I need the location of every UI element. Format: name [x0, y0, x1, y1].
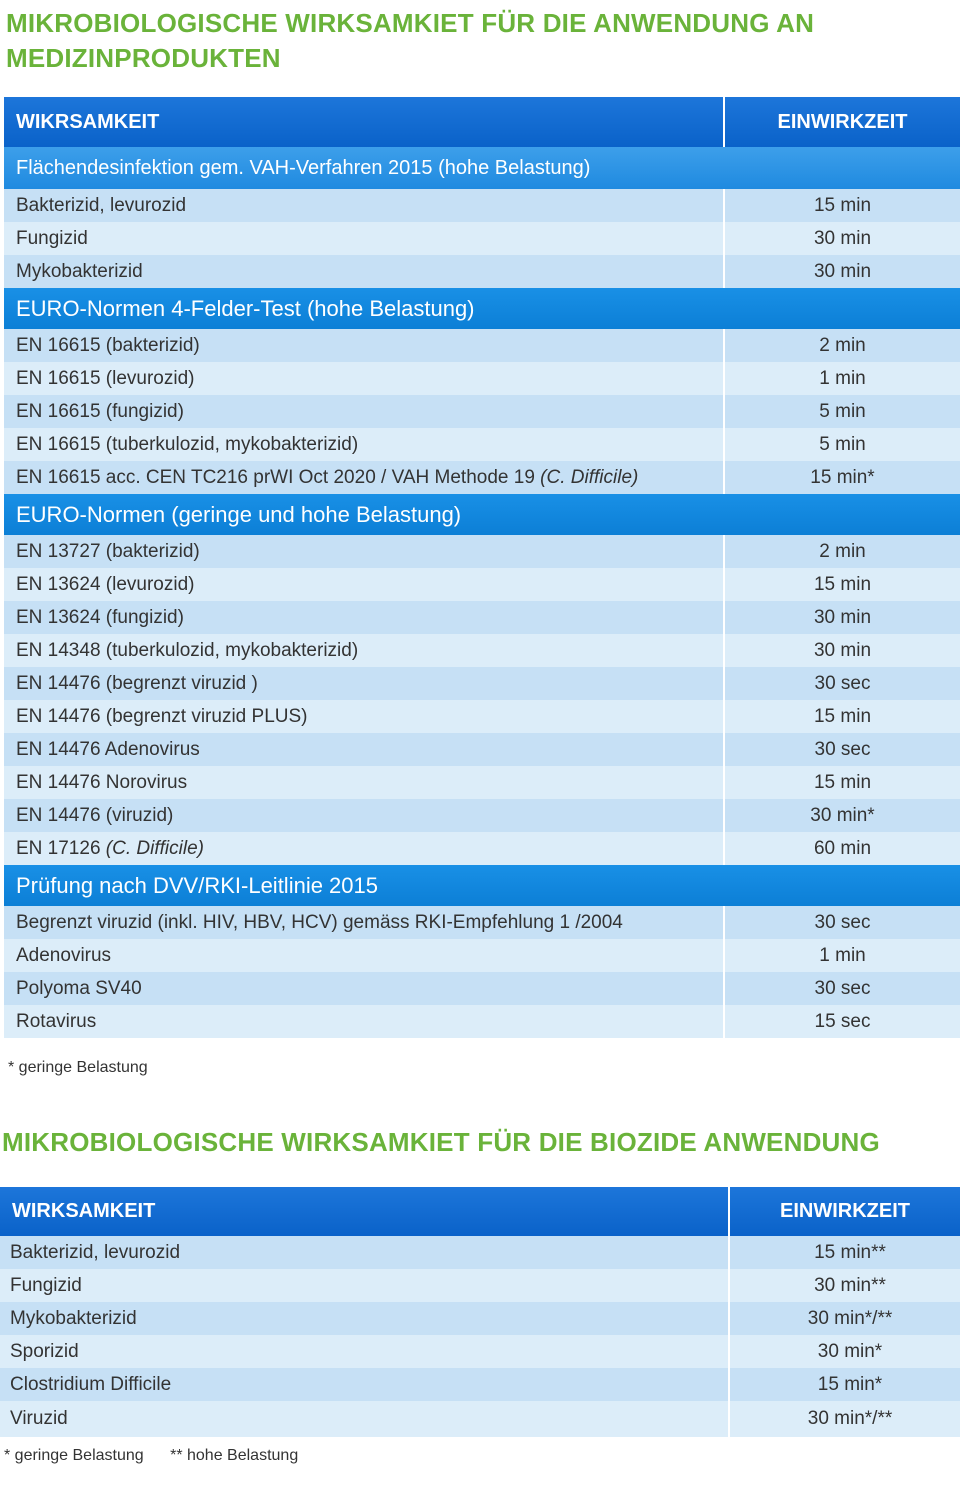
row-exposure-time: 30 min*: [729, 1335, 960, 1368]
row-efficacy-cell: [4, 906, 724, 939]
row-exposure-time: 2 min: [724, 535, 960, 568]
table-row: [4, 329, 960, 362]
row-label: EN 17126: [16, 837, 106, 859]
row-efficacy-cell: [0, 1368, 729, 1401]
row-exposure-time: 30 sec: [724, 733, 960, 766]
row-exposure-time: 15 min*: [724, 461, 960, 494]
row-efficacy-cell: [0, 1302, 729, 1335]
row-label: EN 16615 (tuberkulozid, mykobakterizid): [16, 433, 359, 455]
table-body: [4, 147, 960, 1038]
row-exposure-time: 30 min*: [724, 799, 960, 832]
row-label: Fungizid: [10, 1274, 82, 1296]
table-row: [4, 667, 960, 700]
group-header-row: [4, 147, 960, 189]
header-exposure-time: EINWIRKZEIT: [729, 1187, 960, 1236]
row-efficacy-cell: [0, 1269, 729, 1302]
row-efficacy-cell: [4, 255, 724, 288]
row-efficacy-cell: [4, 972, 724, 1005]
section2-title: MIKROBIOLOGISCHE WIRKSAMKIET FÜR DIE BIOZIDE ANWENDUNG: [2, 1127, 880, 1157]
row-efficacy-cell: [4, 832, 724, 865]
row-label: EN 14476 Adenovirus: [16, 738, 200, 760]
row-label: EN 14476 Norovirus: [16, 771, 188, 793]
row-efficacy-cell: [4, 189, 724, 222]
table-row: [4, 972, 960, 1005]
row-label: Adenovirus: [16, 944, 112, 966]
row-exposure-time: 15 min: [724, 766, 960, 799]
row-exposure-time: 15 min*: [729, 1368, 960, 1401]
row-label: Fungizid: [16, 227, 88, 249]
group-title: EURO-Normen (geringe und hohe Belastung): [4, 494, 960, 535]
row-exposure-time: 2 min: [724, 329, 960, 362]
row-label: Sporizid: [10, 1340, 79, 1362]
group-title: Prüfung nach DVV/RKI-Leitlinie 2015: [4, 865, 960, 906]
row-efficacy-cell: [4, 700, 724, 733]
table-row: [4, 1005, 960, 1038]
table-row: [0, 1302, 960, 1335]
header-exposure-time: EINWIRKZEIT: [724, 97, 960, 147]
row-exposure-time: 30 min: [724, 601, 960, 634]
row-exposure-time: 5 min: [724, 428, 960, 461]
table-row: [0, 1236, 960, 1269]
row-efficacy-cell: [4, 329, 724, 362]
row-exposure-time: 15 min**: [729, 1236, 960, 1269]
row-exposure-time: 30 sec: [724, 667, 960, 700]
row-exposure-time: 15 sec: [724, 1005, 960, 1038]
table-row: [4, 601, 960, 634]
row-efficacy-cell: [4, 766, 724, 799]
row-label: Bakterizid, levurozid: [10, 1241, 181, 1263]
row-efficacy-cell: [4, 428, 724, 461]
row-label: Bakterizid, levurozid: [16, 194, 187, 216]
table-row: [4, 700, 960, 733]
row-exposure-time: 5 min: [724, 395, 960, 428]
row-efficacy-cell: [0, 1401, 729, 1437]
table-row: [4, 189, 960, 222]
section1-title: MIKROBIOLOGISCHE WIRKSAMKIET FÜR DIE ANWENDUNG AN MEDIZINPRODUKTEN: [6, 8, 815, 73]
table-row: [4, 255, 960, 288]
row-exposure-time: 30 min: [724, 222, 960, 255]
row-exposure-time: 1 min: [724, 362, 960, 395]
table-row: [4, 733, 960, 766]
row-efficacy-cell: [4, 535, 724, 568]
row-efficacy-cell: [4, 799, 724, 832]
row-efficacy-cell: [0, 1335, 729, 1368]
row-efficacy-cell: [4, 733, 724, 766]
table-row: [4, 461, 960, 494]
row-efficacy-cell: [4, 222, 724, 255]
footnote-high-load: ** hohe Belastung: [170, 1447, 299, 1464]
row-label: EN 14476 (viruzid): [16, 804, 174, 826]
row-exposure-time: 15 min: [724, 700, 960, 733]
row-efficacy-cell: [4, 601, 724, 634]
footnote-section2: [4, 1447, 298, 1465]
row-label: EN 13624 (levurozid): [16, 573, 195, 595]
group-header-row: [4, 865, 960, 906]
row-exposure-time: 30 sec: [724, 972, 960, 1005]
table-row: [4, 939, 960, 972]
table-row: [4, 362, 960, 395]
row-label: EN 13624 (fungizid): [16, 606, 184, 628]
row-exposure-time: 60 min: [724, 832, 960, 865]
row-label: EN 13727 (bakterizid): [16, 540, 200, 562]
row-exposure-time: 30 min*/**: [729, 1302, 960, 1335]
row-exposure-time: 30 min*/**: [729, 1401, 960, 1437]
row-label: Mykobakterizid: [10, 1307, 137, 1329]
row-exposure-time: 30 min: [724, 255, 960, 288]
row-label: EN 14476 (begrenzt viruzid PLUS): [16, 705, 308, 727]
row-label: Viruzid: [10, 1408, 68, 1429]
row-efficacy-cell: [4, 1005, 724, 1038]
row-label-italic: (C. Difficile): [105, 837, 204, 859]
row-label: Begrenzt viruzid (inkl. HIV, HBV, HCV) gemäss RKI-Empfehlung 1 /2004: [16, 911, 623, 933]
row-exposure-time: 15 min: [724, 568, 960, 601]
efficacy-table-biocide: [0, 1187, 960, 1437]
row-label: Rotavirus: [16, 1010, 97, 1032]
row-label: EN 14348 (tuberkulozid, mykobakterizid): [16, 639, 359, 661]
row-exposure-time: 30 min: [724, 634, 960, 667]
footnote-section1: * geringe Belastung: [8, 1059, 148, 1076]
row-label: EN 16615 acc. CEN TC216 prWI Oct 2020 / VAH Methode 19: [16, 466, 541, 488]
row-efficacy-cell: [4, 395, 724, 428]
table-body: [0, 1236, 960, 1437]
table-row: [0, 1368, 960, 1401]
row-label: Clostridium Difficile: [10, 1373, 172, 1395]
table-row: [0, 1335, 960, 1368]
table-row: [4, 568, 960, 601]
row-label: EN 14476 (begrenzt viruzid ): [16, 672, 258, 694]
group-title: Flächendesinfektion gem. VAH-Verfahren 2015 (hohe Belastung): [4, 147, 960, 189]
row-exposure-time: 30 sec: [724, 906, 960, 939]
footnote-low-load: * geringe Belastung: [4, 1447, 144, 1464]
table-row: [0, 1401, 960, 1437]
group-header-row: [4, 288, 960, 329]
row-label-italic: (C. Difficile): [540, 466, 639, 488]
table-row: [4, 222, 960, 255]
row-label: EN 16615 (levurozid): [16, 367, 195, 389]
row-label: Mykobakterizid: [16, 260, 143, 282]
table-row: [0, 1269, 960, 1302]
table-row: [4, 428, 960, 461]
table-row: [4, 906, 960, 939]
row-label: Polyoma SV40: [16, 977, 142, 999]
group-title: EURO-Normen 4-Felder-Test (hohe Belastung): [4, 288, 960, 329]
header-efficacy: WIRKSAMKEIT: [0, 1187, 729, 1236]
row-exposure-time: 30 min**: [729, 1269, 960, 1302]
row-label: EN 16615 (fungizid): [16, 400, 184, 422]
row-exposure-time: 15 min: [724, 189, 960, 222]
table-row: [4, 799, 960, 832]
group-header-row: [4, 494, 960, 535]
table-header-row: [4, 97, 960, 147]
table-row: [4, 395, 960, 428]
row-efficacy-cell: [4, 939, 724, 972]
table-row: [4, 634, 960, 667]
table-row: [4, 535, 960, 568]
row-efficacy-cell: [0, 1236, 729, 1269]
row-efficacy-cell: [4, 461, 724, 494]
row-efficacy-cell: [4, 362, 724, 395]
header-efficacy: WIKRSAMKEIT: [4, 97, 724, 147]
row-efficacy-cell: [4, 667, 724, 700]
row-label: EN 16615 (bakterizid): [16, 334, 200, 356]
table-row: [4, 766, 960, 799]
efficacy-table-medical-devices: [4, 97, 960, 1038]
row-exposure-time: 1 min: [724, 939, 960, 972]
row-efficacy-cell: [4, 634, 724, 667]
table-row: [4, 832, 960, 865]
row-efficacy-cell: [4, 568, 724, 601]
table-header-row: [0, 1187, 960, 1236]
